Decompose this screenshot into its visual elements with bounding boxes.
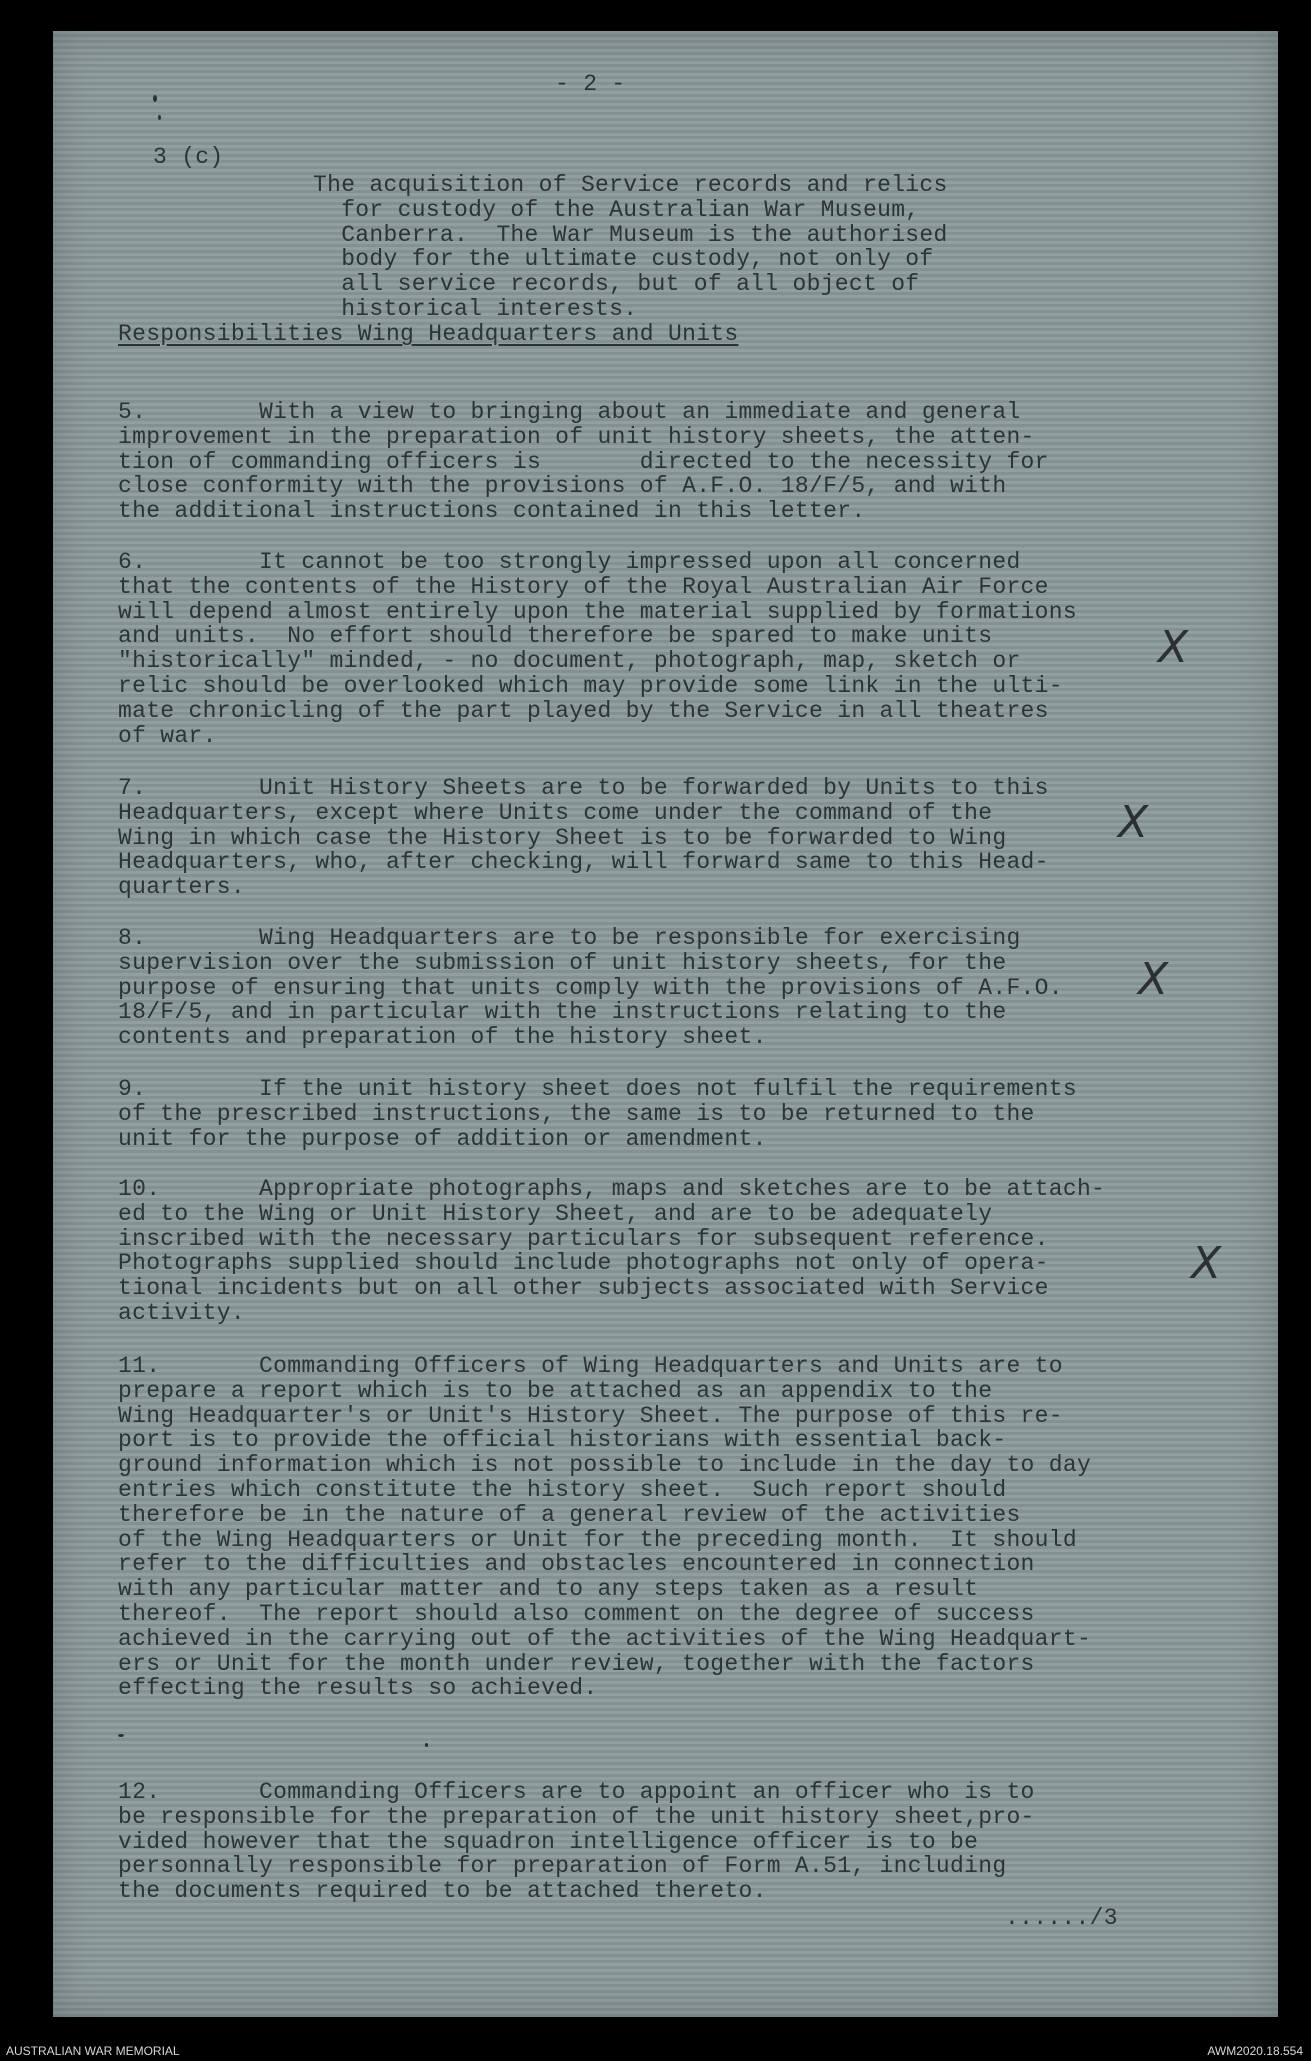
text-line: tional incidents but on all other subjects associated with Service [118,1275,1049,1302]
paragraph-10 [118,1177,1138,1326]
text-line: with any particular matter and to any steps taken as a result [118,1576,979,1603]
text-line: Canberra. The War Museum is the authorised [313,221,948,248]
text-line: that the contents of the History of the Royal Australian Air Force [118,573,1049,600]
text-line: 18/F/5, and in particular with the instructions relating to the [118,999,1007,1026]
ink-speck [158,115,161,120]
text-line: Wing in which case the History Sheet is to be forwarded to Wing [118,824,1007,851]
text-line: mate chronicling of the part played by the Service in all theatres [118,697,1049,724]
text-line: purpose of ensuring that units comply with the provisions of A.F.O. [118,974,1063,1001]
text-line: The acquisition of Service records and relics [313,172,948,198]
text-line: 11. Commanding Officers of Wing Headquarters and Units are to [118,1353,1063,1379]
margin-x-mark: X [1158,622,1189,673]
text-line: personnally responsible for preparation of Form A.51, including [118,1853,1007,1880]
text-line: of war. [118,722,217,749]
text-line: the additional instructions contained in this letter. [118,498,866,525]
text-line: tion of commanding officers is directed to the necessity for [118,448,1049,475]
text-line: 9. If the unit history sheet does not fulfil the requirements [118,1076,1077,1102]
text-line: 10. Appropriate photographs, maps and sketches are to be attach- [118,1176,1106,1202]
text-line: prepare a report which is to be attached as an appendix to the [118,1377,993,1404]
text-line: 8. Wing Headquarters are to be responsible for exercising [118,925,1021,951]
text-line: will depend almost entirely upon the material supplied by formations [118,598,1077,625]
text-line: be responsible for the preparation of the unit history sheet,pro- [118,1803,1035,1830]
paragraph-12 [118,1780,1138,1904]
text-line: supervision over the submission of unit history sheets, for the [118,949,1007,976]
text-line: activity. [118,1299,245,1326]
text-line: improvement in the preparation of unit history sheets, the atten- [118,423,1035,450]
text-line: "historically" minded, - no document, photograph, map, sketch or [118,648,1021,675]
text-line: 5. With a view to bringing about an immediate and general [118,399,1021,425]
continuation-marker: ....../3 [1005,1905,1118,1931]
text-line: effecting the results so achieved. [118,1675,598,1702]
text-line: historical interests. [313,295,638,322]
text-line: ground information which is not possible to include in the day to day [118,1452,1092,1479]
paragraph-8 [118,926,1138,1050]
paragraph-5 [118,400,1138,524]
text-line: close conformity with the provisions of A.F.O. 18/F/5, and with [118,473,1007,500]
ink-speck [118,1734,124,1737]
item-marker: 3 (c) [153,144,224,170]
text-line: 6. It cannot be too strongly impressed upon all concerned [118,549,1021,575]
text-line: the documents required to be attached thereto. [118,1878,767,1905]
text-line: Headquarters, who, after checking, will forward same to this Head- [118,849,1049,876]
paragraph-7 [118,776,1138,900]
paragraph-11 [118,1354,1138,1701]
text-line: achieved in the carrying out of the activities of the Wing Headquart- [118,1625,1092,1652]
text-line: Wing Headquarter's or Unit's History Sheet. The purpose of this re- [118,1402,1063,1429]
text-line: of the Wing Headquarters or Unit for the preceding month. It should [118,1526,1077,1553]
margin-x-mark: X [1118,797,1149,848]
text-line: for custody of the Australian War Museum, [313,196,920,223]
text-line: vided however that the squadron intelligence officer is to be [118,1828,979,1855]
text-line: Headquarters, except where Units come under the command of the [118,799,993,826]
text-line: entries which constitute the history sheet. Such report should [118,1476,1007,1503]
text-line: inscribed with the necessary particulars for subsequent reference. [118,1225,1049,1252]
text-line: body for the ultimate custody, not only of [313,246,934,273]
text-line: relic should be overlooked which may provide some link in the ulti- [118,672,1063,699]
text-line: all service records, but of all object of [313,271,920,298]
ink-speck [425,1743,428,1747]
text-line: 12. Commanding Officers are to appoint an officer who is to [118,1779,1035,1805]
ink-speck [153,95,157,102]
text-line: quarters. [118,874,245,901]
text-line: contents and preparation of the history sheet. [118,1024,767,1051]
paragraph-6 [118,550,1138,748]
text-line: unit for the purpose of addition or amendment. [118,1125,767,1152]
intro-item-c [313,173,1073,322]
text-line: 7. Unit History Sheets are to be forwarded by Units to this [118,775,1049,801]
margin-x-mark: X [1138,954,1169,1005]
text-line: thereof. The report should also comment on the degree of success [118,1600,1035,1627]
text-line: and units. No effort should therefore be spared to make units [118,623,993,650]
text-line: ed to the Wing or Unit History Sheet, and are to be adequately [118,1200,993,1227]
text-line: of the prescribed instructions, the same is to be returned to the [118,1100,1035,1127]
archive-footer-right: AWM2020.18.554 [1207,2044,1303,2058]
text-line: refer to the difficulties and obstacles encountered in connection [118,1551,1035,1578]
text-line: Photographs supplied should include photographs not only of opera- [118,1250,1049,1277]
margin-x-mark: X [1191,1238,1222,1289]
archive-footer-left: AUSTRALIAN WAR MEMORIAL [6,2044,180,2058]
paragraph-9 [118,1077,1138,1151]
text-line: therefore be in the nature of a general review of the activities [118,1501,1021,1528]
page-number: - 2 - [555,71,626,97]
text-line: ers or Unit for the month under review, together with the factors [118,1650,1035,1677]
section-heading: Responsibilities Wing Headquarters and Units [118,321,739,347]
text-line: port is to provide the official historians with essential back- [118,1427,1007,1454]
